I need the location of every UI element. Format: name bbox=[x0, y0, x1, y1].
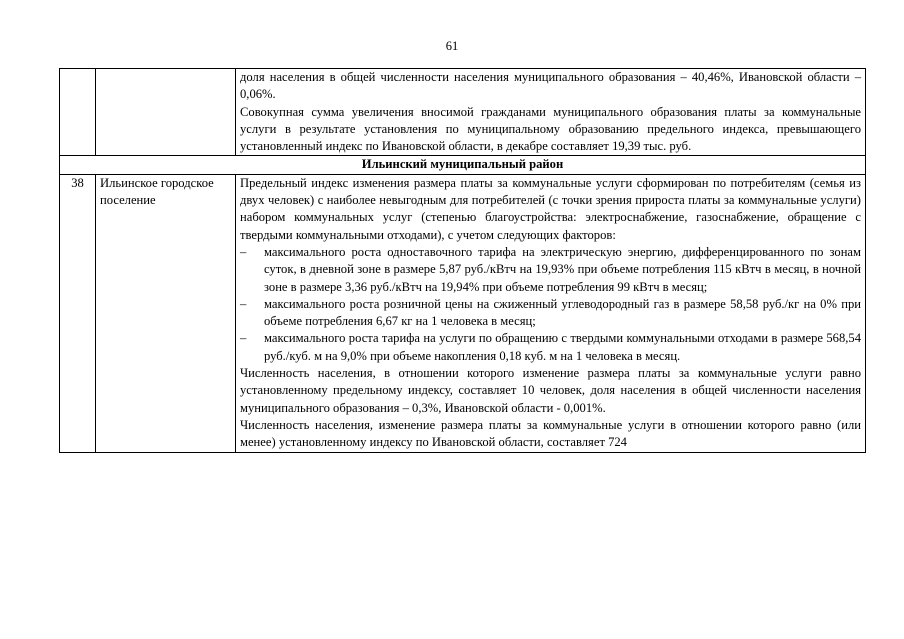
factor-item bbox=[240, 330, 861, 365]
continuation-paragraph: Совокупная сумма увеличения вносимой гражданами муниципального образования платы за коммунальные услуги в результате установления по муниципальному образованию предельного индекса, превышающего установленный индекс по Ивановской области, в декабре составляет 19,39 тыс. руб. bbox=[240, 104, 861, 154]
factor-text: максимального роста тарифа на услуги по обращению с твердыми коммунальными отходами в размере 568,54 руб./куб. м на 9,0% при объеме накопления 0,18 куб. м на 1 человека в месяц. bbox=[264, 331, 861, 363]
factor-item bbox=[240, 296, 861, 331]
dash-marker: – bbox=[240, 296, 247, 311]
population-paragraph: Численность населения, в отношении которого изменение размера платы за коммунальные услуги равно установленному предельному индексу, составляет 10 человек, доля населения в общей численности населения муниципального образования – 0,3%, Ивановской области - 0,001%. bbox=[240, 366, 861, 415]
section-title: Ильинский муниципальный район bbox=[60, 156, 866, 174]
table-row-continuation bbox=[60, 69, 866, 156]
number-cell bbox=[60, 69, 96, 156]
municipality-cell bbox=[96, 69, 236, 156]
municipality-name: Ильинское городское поселение bbox=[96, 174, 236, 452]
intro-paragraph: Предельный индекс изменения размера платы за коммунальные услуги сформирован по потребителям (семья из двух человек) с наиболее невыгодным для потребителей (с точки зрения прироста платы за коммунальные услуги) набором коммунальных услуг (степенью благоустройства: электроснабжение, газоснабжение, обращение с твердыми коммунальными отходами), с учетом следующих факторов: bbox=[240, 175, 861, 242]
tariff-index-table bbox=[59, 68, 866, 453]
dash-marker: – bbox=[240, 331, 247, 346]
factor-text: максимального роста одноставочного тарифа на электрическую энергию, дифференцированного по зонам суток, в дневной зоне в размере 5,87 руб./кВтч на 19,93% при объеме потребления 115 кВтч в месяц, в ночной зоне в размере 3,36 руб./кВтч на 19,94% при объеме потребления 99 кВтч в месяц; bbox=[264, 244, 861, 294]
continuation-paragraph: доля населения в общей численности населения муниципального образования – 40,46%, Ивановской области – 0,06%. bbox=[240, 70, 861, 102]
factor-text: максимального роста розничной цены на сжиженный углеводородный газ в размере 58,58 руб./кг на 0% при объеме потребления 6,67 кг на 1 человека в месяц; bbox=[264, 296, 861, 329]
description-cell bbox=[236, 174, 866, 452]
row-number: 38 bbox=[60, 174, 96, 452]
description-cell bbox=[236, 69, 866, 156]
page-number: 61 bbox=[445, 39, 459, 53]
table-row bbox=[60, 174, 866, 452]
population-paragraph: Численность населения, изменение размера платы за коммунальные услуги в отношении которого равно (или менее) установленному индексу по Ивановской области, составляет 724 bbox=[240, 417, 861, 450]
section-header-row bbox=[60, 156, 866, 174]
factors-list bbox=[240, 244, 861, 365]
dash-marker: – bbox=[240, 244, 247, 259]
factor-item bbox=[240, 244, 861, 296]
